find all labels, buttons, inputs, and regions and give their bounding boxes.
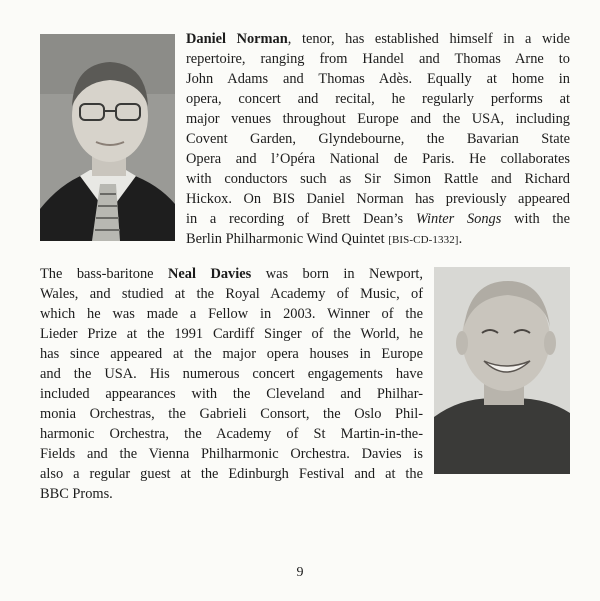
bio1-text: Berlin Philharmonic Wind Quintet bbox=[186, 231, 389, 247]
bio2-text: was born in Newport, bbox=[251, 266, 424, 282]
neal-davies-biography bbox=[40, 264, 423, 504]
bio1-name: Daniel Norman bbox=[186, 31, 288, 47]
bio1-line: Hickox. On BIS Daniel Norman has previously appeared bbox=[186, 191, 570, 207]
bio1-line: opera, concert and recital, he regularly performs at bbox=[186, 91, 570, 107]
bio2-line: Wales, and studied at the Royal Academy of Music, of bbox=[40, 286, 423, 302]
bio2-line: monia Orchestras, the Gabrieli Consort, the Oslo Phil- bbox=[40, 406, 423, 422]
bio2-line bbox=[40, 264, 423, 284]
bio2-line: also a regular guest at the Edinburgh Festival and at the bbox=[40, 466, 423, 482]
bio1-line: Opera and l’Opéra National de Paris. He collaborates bbox=[186, 151, 570, 167]
daniel-norman-biography bbox=[186, 29, 570, 250]
bio1-text: with the bbox=[501, 211, 570, 227]
page-number: 9 bbox=[296, 565, 304, 580]
bio2-line: Fields and the Vienna Philharmonic Orchestra. Davies is bbox=[40, 446, 423, 462]
bio2-line: has since appeared at the major opera houses in Europe bbox=[40, 346, 423, 362]
bio1-line: repertoire, ranging from Handel and Thomas Arne to bbox=[186, 51, 570, 67]
bio1-line: major venues throughout Europe and the USA, including bbox=[186, 111, 570, 127]
bio1-line: John Adams and Thomas Adès. Equally at home in bbox=[186, 71, 570, 87]
bio1-line: Covent Garden, Glyndebourne, the Bavarian State bbox=[186, 131, 570, 147]
portrait-image bbox=[434, 267, 570, 474]
bio1-text: . bbox=[458, 231, 463, 247]
work-title: Winter Songs bbox=[415, 211, 502, 227]
bio2-line: Lieder Prize at the 1991 Cardiff Singer of the World, he bbox=[40, 326, 423, 342]
bio2-line: included appearances with the Cleveland and Philhar- bbox=[40, 386, 423, 402]
bio1-text: , tenor, has established himself in a wide bbox=[287, 31, 571, 47]
bio1-line: with conductors such as Sir Simon Rattle and Richard bbox=[186, 171, 570, 187]
daniel-norman-photo bbox=[40, 34, 175, 241]
bio1-line bbox=[186, 209, 570, 229]
neal-davies-photo bbox=[434, 267, 570, 474]
catalogue-number: [BIS-CD-1332] bbox=[388, 234, 459, 246]
bio1-text: in a recording of Brett Dean’s bbox=[186, 211, 416, 227]
bio2-line: which he was made a Fellow in 2003. Winner of the bbox=[40, 306, 423, 322]
bio2-line: BBC Proms. bbox=[40, 486, 113, 502]
bio1-line bbox=[186, 29, 570, 49]
bio2-name: Neal Davies bbox=[168, 266, 252, 282]
portrait-image bbox=[40, 34, 175, 241]
bio2-line: harmonic Orchestra, the Academy of St Martin-in-the- bbox=[40, 426, 423, 442]
bio1-line bbox=[186, 229, 570, 250]
bio2-line: and the USA. His numerous concert engagements have bbox=[40, 366, 423, 382]
bio2-text: The bass-baritone bbox=[40, 266, 169, 282]
